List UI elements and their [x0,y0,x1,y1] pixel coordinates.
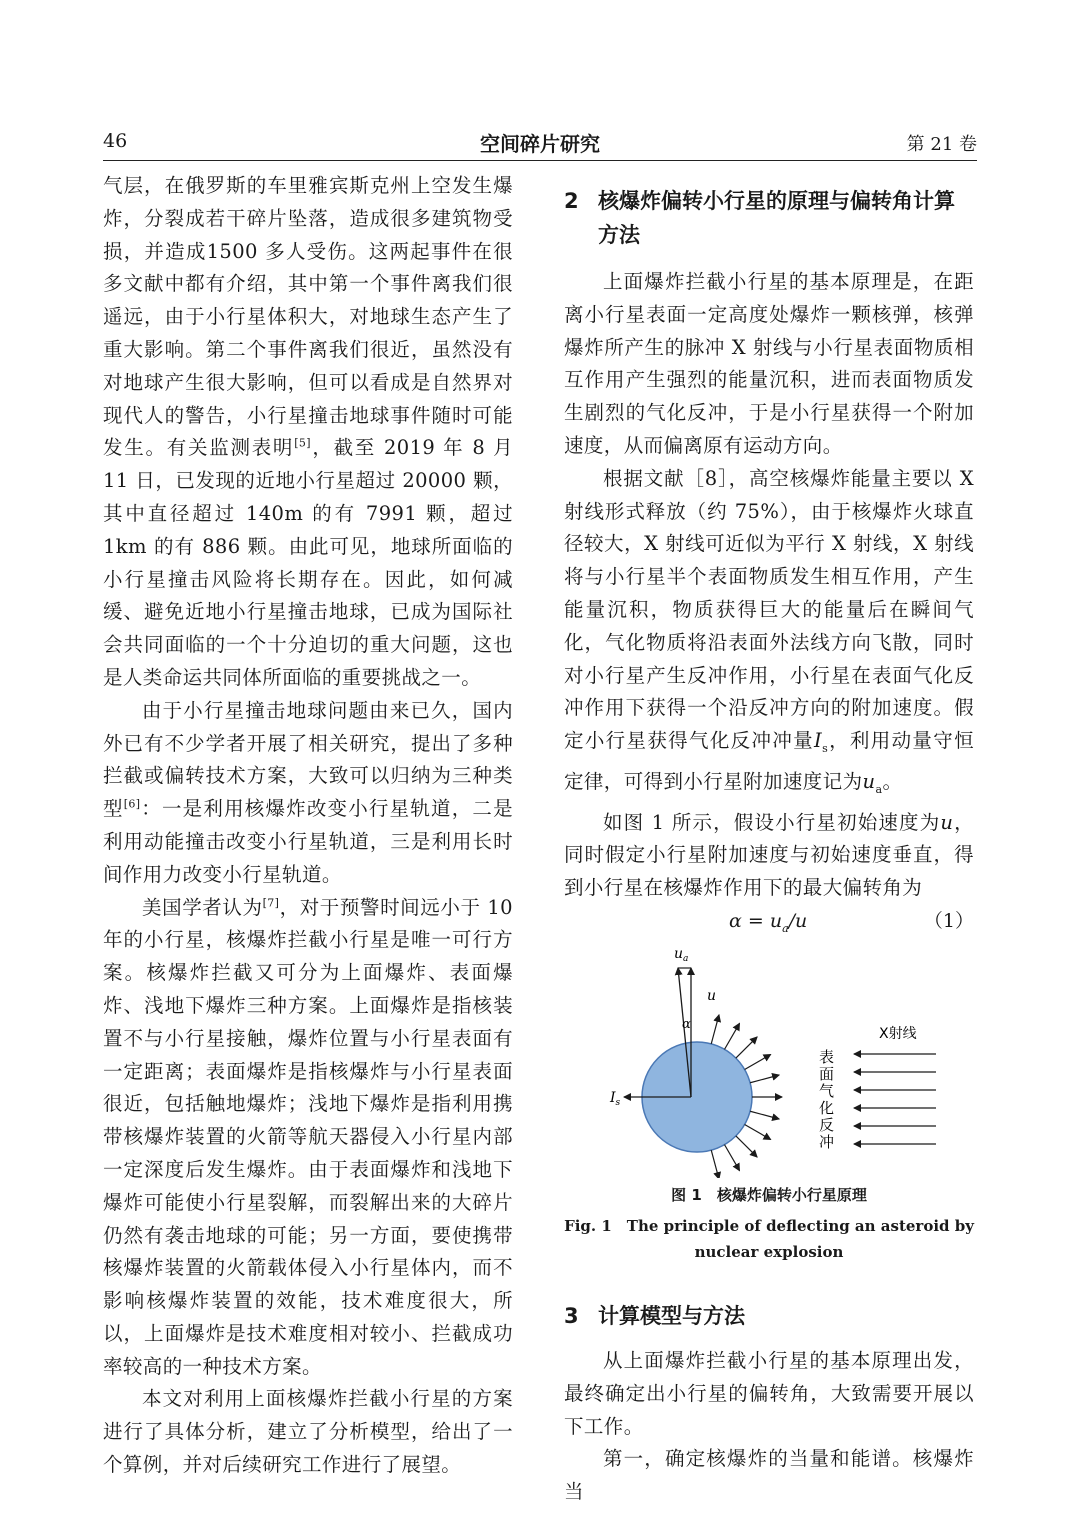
recoil-arrow-11 [711,1150,719,1178]
figure-1-caption-en-line2: nuclear explosion [694,1242,844,1261]
paragraph-r3 [564,807,974,905]
recoil-arrow-4 [745,1054,771,1069]
section-2-number: 2 [564,189,579,213]
label-surface-recoil [819,1048,834,1151]
paragraph-r2-end: 。 [882,769,903,793]
journal-title: 空间碎片研究 [480,132,600,156]
section-3-title: 计算模型与方法 [598,1303,745,1328]
recoil-arrow-3 [736,1037,757,1058]
symbol-is: I [814,729,823,753]
paragraph-2 [103,695,513,892]
paragraph-r4: 从上面爆炸拦截小行星的基本原理出发，最终确定出小行星的偏转角，大致需要开展以下工作。 [564,1348,974,1438]
symbol-ua-sub: a [875,782,883,796]
figure-1-diagram [564,944,974,1178]
citation-5: [5] [294,436,311,450]
recoil-arrow-8 [745,1124,771,1139]
section-3-heading [564,1299,974,1333]
recoil-arrow-1 [711,1015,719,1044]
section-2-title: 核爆炸偏转小行星的原理与偏转角计算方法 [598,189,955,247]
recoil-arrow-2 [725,1023,740,1049]
paragraph-2-text-b: ：一是利用核爆炸改变小行星轨道，二是利用动能撞击改变小行星轨道，三是利用长时间作用力改变小行星轨道。 [103,797,513,886]
citation-6: [6] [123,797,141,811]
surface-label-char: 反 [819,1115,835,1134]
surface-label-char: 化 [819,1098,835,1117]
symbol-is-sub: s [822,742,829,756]
paragraph-r2-text-b: ，利用动量守恒定律，可得到小行星附加速度记为 [564,729,974,793]
paragraph-3-text-b: ，对于预警时间远小于 10 年的小行星，核爆炸拦截小行星是唯一可行方案。核爆炸拦截又可分为上面爆炸、表面爆炸、浅地下爆炸三种方案。上面爆炸是指核装置不与小行星接触，爆炸位置与小行星表面有一定距离；表面爆炸是指核爆炸与小行星表面很近，包括触地爆炸；浅地下爆炸是指利用携带核爆炸装置的火箭等航天器侵入小行星内部一定深度后发生爆炸。由于表面爆炸和浅地下爆炸可能使小行星裂解，而裂解出来的大碎片仍然有袭击地球的可能；另一方面，要使携带核爆炸装置的火箭载体侵入小行星体内，而不影响核爆炸装置的效能，技术难度很大，所以，上面爆炸是技术难度相对较小、拦截成功率较高的一种技术方案。 [103,895,513,1378]
surface-label-char: 面 [819,1064,835,1083]
section-2-heading [564,184,974,252]
figure-1-caption-en-line1: Fig. 1 The principle of deflecting an asteroid by [564,1216,974,1235]
section-3-number: 3 [564,1303,579,1328]
label-alpha: α [682,1016,691,1032]
paragraph-r3-text-a: 如图 1 所示，假设小行星初始速度为 [603,810,941,834]
eq-numerator-sub: a [782,921,789,935]
surface-label-char: 气 [819,1081,835,1100]
eq-equals: = [741,909,770,932]
header-rule [103,160,977,161]
paragraph-1-text-a: 气层，在俄罗斯的车里雅宾斯克州上空发生爆炸，分裂成若干碎片坠落，造成很多建筑物受损，并造成1500 多人受伤。这两起事件在很多文献中都有介绍，其中第一个事件离我们很遥远，由于小行星体积大，对地球生态产生了重大影响。第二个事件离我们很近，虽然没有对地球产生很大影响，但可以看成是自然界对现代人的警告，小行星撞击地球事件随时可能发生。有关监测表明 [103,174,513,460]
paragraph-r3-text-b: ，同时假定小行星附加速度与初始速度垂直，得到小行星在核爆炸作用下的最大偏转角为 [564,810,974,900]
paragraph-1 [103,170,513,695]
equation-1-formula [729,905,807,945]
paragraph-3-text-a: 美国学者认为 [142,895,263,919]
page-number: 46 [103,130,128,152]
eq-numerator: u [769,909,783,932]
eq-denominator: /u [788,909,808,932]
label-u: u [707,987,717,1004]
paragraph-r2-text: 根据文献［8］，高空核爆炸能量主要以 X 射线形式释放（约 75%），由于核爆炸火球直径较大，X 射线可近似为平行 X 射线，X 射线将与小行星半个表面物质发生相互作用，产生能量沉积，物质获得巨大的能量后在瞬间气化，气化物质将沿表面外法线方向飞散，同时对小行星产生反冲作用，小行星在表面气化反冲作用下获得一个沿反冲方向的附加速度。假定小行星获得气化反冲冲量 [564,466,974,753]
recoil-arrow-9 [736,1136,757,1157]
paragraph-r5: 第一，确定核爆炸的当量和能谱。核爆炸当 [564,1447,974,1504]
label-xray: X射线 [879,1025,917,1042]
equation-1-number: （1） [923,909,974,932]
surface-label-char: 冲 [819,1132,835,1151]
xray-arrows [854,1054,936,1144]
paragraph-r2 [564,463,974,807]
recoil-arrow-7 [750,1111,779,1119]
recoil-arrow-5 [750,1075,779,1083]
symbol-ua: u [862,769,876,793]
paragraph-r1: 上面爆炸拦截小行星的基本原理是，在距离小行星表面一定高度处爆炸一颗核弹，核弹爆炸所产生的脉冲 X 射线与小行星表面物质相互作用产生强烈的能量沉积，进而表面物质发生剧烈的气化反冲，于是小行星获得一个附加速度，从而偏离原有运动方向。 [564,270,974,457]
recoil-arrow-10 [725,1145,740,1171]
volume-label: 第 21 卷 [906,134,977,155]
eq-lhs: α [729,909,742,932]
label-ua: $u_a$ [674,945,689,964]
equation-1 [564,905,974,938]
left-column [103,170,513,1482]
figure-1-caption-cn: 图 1 核爆炸偏转小行星原理 [671,1185,867,1204]
right-column [564,170,974,1509]
page-header [103,128,977,158]
paragraph-1-text-b: ，截至 2019 年 8 月 11 日，已发现的近地小行星超过 20000 颗，其中直径超过 140m 的有 7991 颗，超过 1km 的有 886 颗。由此可见，地球所面临的小行星撞击风险将长期存在。因此，如何减缓、避免近地小行星撞击地球，已成为国际社会共同面临的一个十分迫切的重大问题，这也是人类命运共同体所面临的重要挑战之一。 [103,436,513,689]
citation-7: [7] [262,896,280,910]
paragraph-2-text-a: 由于小行星撞击地球问题由来已久，国内外已有不少学者开展了相关研究，提出了多种拦截或偏转技术方案，大致可以归纳为三种类型 [103,698,513,821]
paragraph-4: 本文对利用上面核爆炸拦截小行星的方案进行了具体分析，建立了分析模型，给出了一个算例，并对后续研究工作进行了展望。 [103,1387,513,1477]
surface-label-char: 表 [819,1047,835,1066]
paragraph-3 [103,892,513,1384]
symbol-u: u [940,810,954,834]
figure-1 [564,944,974,1178]
label-is: $I_s$ [610,1089,621,1108]
